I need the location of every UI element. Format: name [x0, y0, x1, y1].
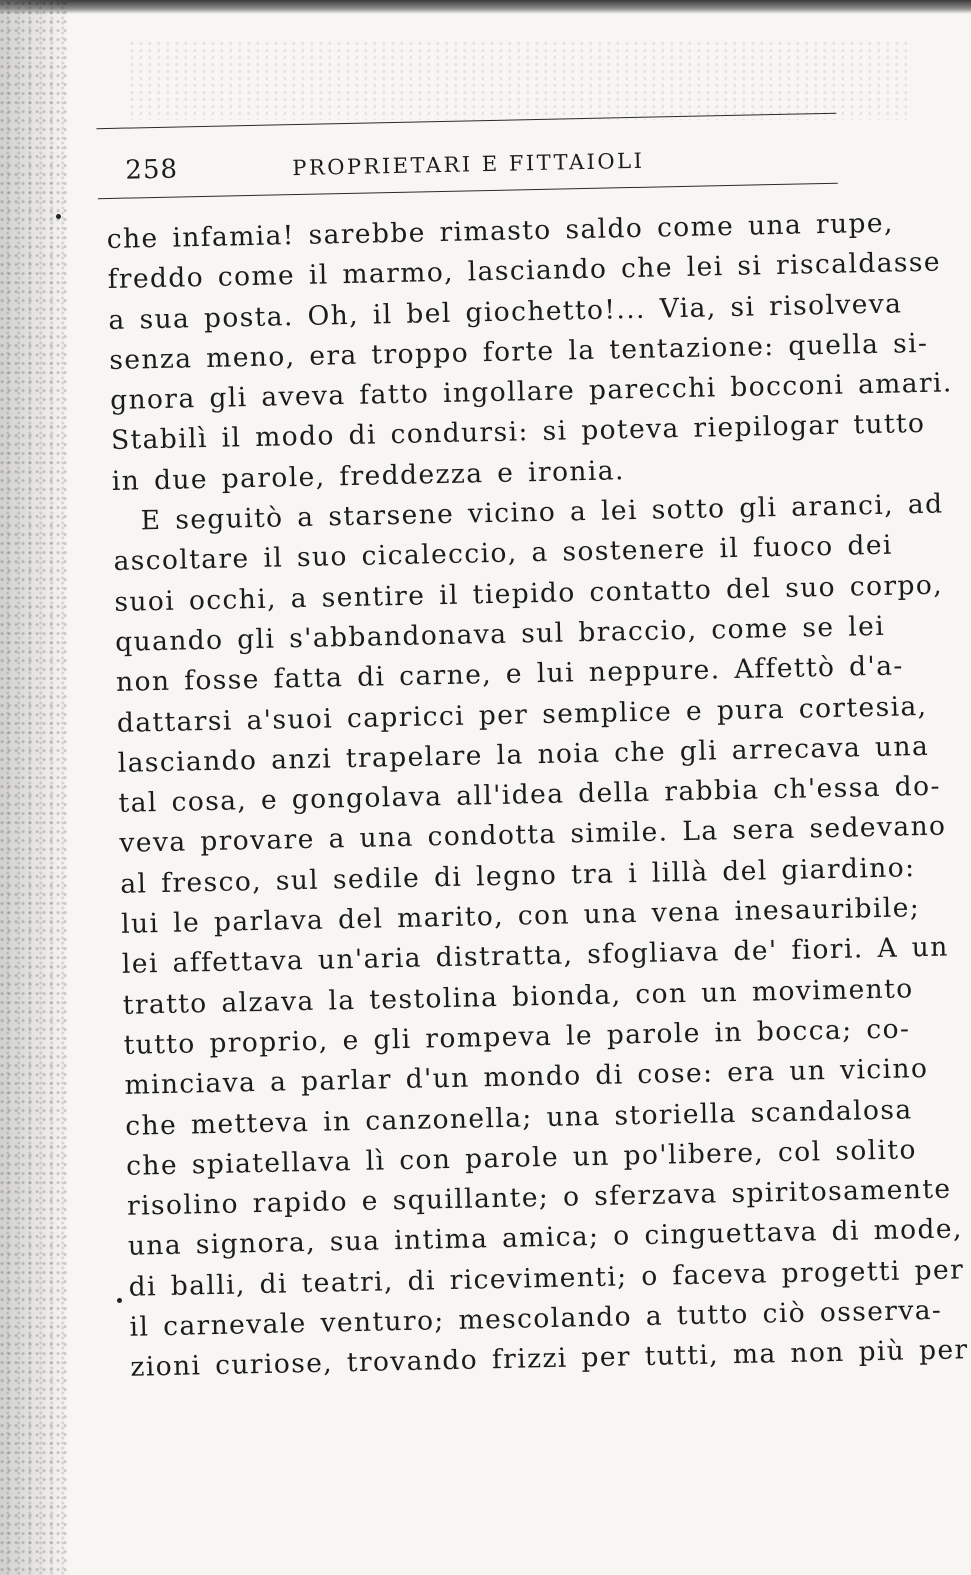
text-line: di balli, di teatri, di ricevimenti; o faceva progetti per: [128, 1254, 965, 1303]
scan-smudge: [130, 40, 910, 120]
text-line: tal cosa, e gongolava all'idea della rabbia ch'essa do-: [118, 770, 942, 820]
text-line: lui le parlava del marito, con una vena inesauribile;: [120, 892, 921, 940]
text-line: lei affettava un'aria distratta, sfogliava de' fiori. A un: [121, 931, 950, 981]
text-line: a sua posta. Oh, il bel giochetto!... Via, si risolveva: [108, 287, 903, 336]
text-line: freddo come il marmo, lasciando che lei si riscaldasse: [107, 246, 942, 296]
page-header: [97, 135, 838, 190]
text-line: una signora, sua intima amica; o cinguettava di mode,: [127, 1213, 964, 1263]
text-line: al fresco, sul sedile di legno tra i lillà del giardino:: [119, 851, 916, 900]
text-line: veva provare a una condotta simile. La sera sedevano: [119, 811, 947, 860]
text-line: ascoltare il suo cicaleccio, a sostenere il fuoco dei: [113, 529, 894, 578]
scan-edge-top: [0, 0, 971, 14]
body-text: [106, 204, 969, 1388]
scan-speck: [117, 1298, 122, 1303]
text-line: suoi occhi, a sentire il tiepido contatto del suo corpo,: [114, 569, 944, 618]
text-line: gnora gli aveva fatto ingollare parecchi bocconi amari.: [109, 367, 954, 417]
text-line: non fosse fatta di carne, e lui neppure. Affettò d'a-: [115, 650, 905, 699]
text-line: senza meno, era troppo forte la tentazione: quella si-: [109, 327, 929, 376]
text-line: tutto proprio, e gli rompeva le parole in bocca; co-: [123, 1013, 911, 1061]
text-line: zioni curiose, trovando frizzi per tutti, ma non più per: [130, 1334, 969, 1384]
running-head: PROPRIETARI E FITTAIOLI: [292, 148, 645, 181]
text-line: tratto alzava la testolina bionda, con un movimento: [122, 972, 914, 1021]
text-line: minciava a parlar d'un mondo di cose: era un vicino: [124, 1053, 929, 1102]
text-line: dattarsi a'suoi capricci per semplice e pura cortesia,: [116, 690, 928, 739]
scan-speck: [56, 214, 61, 219]
text-line: in due parole, freddezza e ironia.: [111, 455, 626, 497]
text-line: Stabilì il modo di condursi: si poteva riepilogar tutto: [110, 408, 926, 457]
book-page: [96, 112, 969, 1428]
page-number: 258: [125, 154, 179, 186]
scan-edge-left: [0, 0, 70, 1575]
text-line: il carnevale venturo; mescolando a tutto ciò osserva-: [129, 1294, 943, 1343]
text-line: risolino rapido e squillante; o sferzava spiritosamente: [126, 1173, 952, 1222]
text-line: che metteva in canzonella; una storiella scandalosa: [125, 1093, 913, 1142]
text-line: che spiatellava lì con parole un po'libere, col solito: [125, 1134, 918, 1182]
text-line: quando gli s'abbandonava sul braccio, come se lei: [114, 610, 886, 658]
text-line: lasciando anzi trapelare la noia che gli arrecava una: [117, 730, 930, 779]
text-line-paragraph-start: E seguitò a starsene vicino a lei sotto gli aranci, ad: [140, 488, 944, 537]
text-line: che infamia! sarebbe rimasto saldo come una rupe,: [106, 207, 895, 256]
